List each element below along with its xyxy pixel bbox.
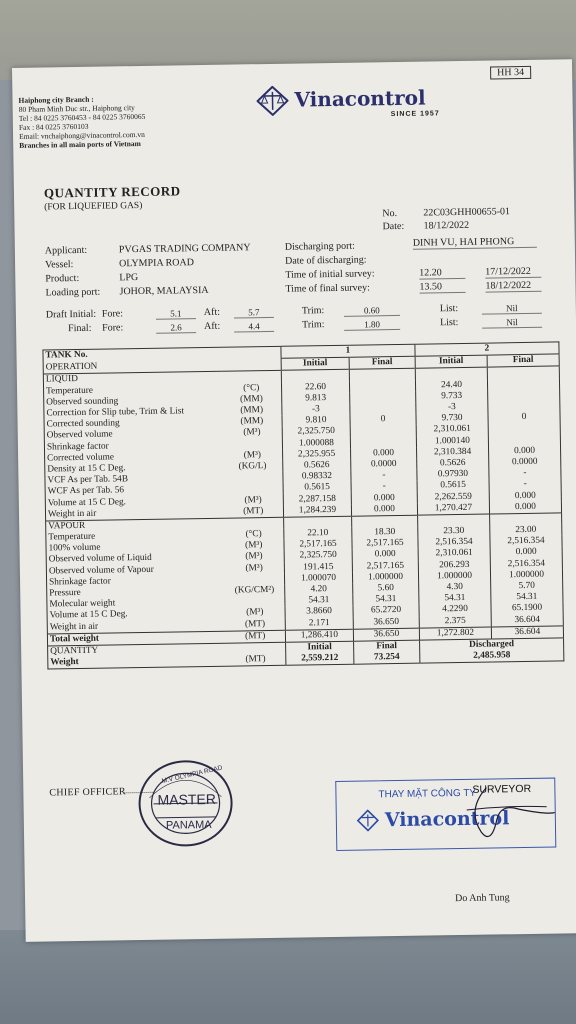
final-survey-label: Time of final survey: <box>285 282 370 295</box>
row-value: 9.810 <box>282 415 350 427</box>
row-label: Observed volume <box>46 429 113 441</box>
master-stamp-country: PANAMA <box>165 818 212 832</box>
row-label: Temperature <box>48 531 96 543</box>
row-value: 18.30 <box>352 527 418 539</box>
row-label: VCF As per Tab. 54B <box>47 474 129 486</box>
tank-1-initial-header: Initial <box>281 357 349 370</box>
row-unit: (MM) <box>240 405 264 416</box>
row-value: 0 <box>488 412 560 424</box>
row-value: 0.000 <box>351 447 417 459</box>
branch-tel: Tel : 84 0225 3760453 - 84 0225 3760065 <box>18 111 146 123</box>
row-value: 24.40 <box>415 379 487 391</box>
tank-2-initial-header: Initial <box>415 355 487 368</box>
row-value: 9.730 <box>416 413 488 425</box>
row-value: 1.000000 <box>418 570 490 582</box>
product-label: Product: <box>45 272 80 285</box>
row-label: Shrinkage factor <box>49 576 111 588</box>
row-value: 1,270.427 <box>417 502 489 515</box>
quantity-discharged-header: Discharged <box>420 638 564 652</box>
row-label: Volume at 15 C Deg. <box>47 496 126 509</box>
row-unit: (M³) <box>245 540 263 551</box>
row-value: 36.604 <box>491 626 563 639</box>
row-value: -3 <box>282 404 350 416</box>
row-unit: (KG/L) <box>238 461 267 472</box>
row-value: 3.8660 <box>285 606 353 618</box>
row-value: 2,325.750 <box>282 426 350 438</box>
row-unit: (MT) <box>243 505 264 517</box>
discharging-port-label: Discharging port: <box>284 240 356 253</box>
row-value: 0.98332 <box>283 471 351 483</box>
row-label: Molecular weight <box>49 598 116 610</box>
row-unit: (M³) <box>245 562 263 574</box>
row-value: 1,284.239 <box>283 504 351 517</box>
operation-label: OPERATION <box>45 361 98 373</box>
row-value: 4.2290 <box>419 604 491 616</box>
row-unit: (MM) <box>240 393 263 405</box>
chief-officer-label: CHIEF OFFICER <box>49 786 126 799</box>
loading-port-label: Loading port: <box>45 286 101 299</box>
draft-initial-list-label: List: <box>439 303 459 315</box>
row-value: 54.31 <box>419 593 491 605</box>
quantity-label: QUANTITY <box>50 645 99 657</box>
row-value: 2,517.165 <box>352 538 418 550</box>
row-value: 2,516.354 <box>418 537 490 549</box>
row-value: 2,516.354 <box>490 536 562 548</box>
row-value: 23.00 <box>490 524 562 536</box>
row-value: 2,325.955 <box>283 448 351 460</box>
row-unit <box>222 438 282 450</box>
draft-final-list: Nil <box>482 317 542 329</box>
form-code: HH 34 <box>490 66 531 80</box>
row-value: 0.000 <box>352 549 418 561</box>
row-value: 36.650 <box>353 628 419 641</box>
row-value: 0.5626 <box>283 460 351 472</box>
row-value: 0 <box>350 414 416 426</box>
surveyor-stamp-logo-icon <box>357 809 379 831</box>
date-of-discharging-label: Date of discharging: <box>284 254 367 267</box>
surveyor-stamp-role: SURVEYOR <box>472 782 532 796</box>
logo-name: Vinacontrol <box>294 85 426 112</box>
row-value: 2,517.165 <box>352 560 418 572</box>
row-label: Observed volume of Vapour <box>48 564 154 577</box>
row-value: 2,310.061 <box>418 548 490 560</box>
row-label: Density at 15 C Deg. <box>47 463 126 475</box>
draft-final-fore-label: Fore: <box>102 322 124 334</box>
row-value: 54.31 <box>353 594 419 606</box>
draft-final-aft: 4.4 <box>234 321 274 333</box>
row-value: 9.813 <box>282 392 350 404</box>
row-value: 23.30 <box>418 526 490 538</box>
surveyor-stamp-company-line: THAY MẶT CÔNG TY <box>378 787 477 801</box>
row-value: 5.60 <box>353 583 419 595</box>
draft-final-label: Final: <box>68 322 92 335</box>
row-value: 2,516.354 <box>490 558 562 570</box>
product-value: LPG <box>119 272 139 284</box>
row-value: 22.60 <box>281 381 349 393</box>
row-label: Observed volume of Liquid <box>48 553 152 565</box>
row-value: 0.000 <box>489 490 561 502</box>
row-value: 2,517.165 <box>284 539 352 551</box>
draft-initial-trim-label: Trim: <box>301 305 325 317</box>
row-value: 1.000000 <box>352 571 418 583</box>
branch-email: Email: vnchaiphong@vinacontrol.com.vn <box>19 129 145 141</box>
master-stamp-vessel: M.V OLYMPIA ROAD <box>161 764 224 786</box>
final-survey-time: 13.50 <box>419 281 465 294</box>
row-unit: (M³) <box>244 494 262 505</box>
row-unit: (MT) <box>245 630 266 642</box>
signer-name: Do Anh Tung <box>455 892 510 905</box>
vapour-label: VAPOUR <box>48 520 86 532</box>
liquid-label: LIQUID <box>45 374 78 385</box>
row-value: 0.000 <box>489 501 561 514</box>
applicant-label: Applicant: <box>44 244 88 257</box>
draft-initial-trim: 0.60 <box>344 305 400 317</box>
row-value: 0.5615 <box>283 482 351 494</box>
tank-1-header: 1 <box>281 344 415 358</box>
record-date-label: Date: <box>382 220 405 233</box>
weight-label: Weight <box>50 657 79 668</box>
row-label: Corrected sounding <box>46 418 120 430</box>
draft-final-list-label: List: <box>439 317 459 329</box>
record-no-value: 22C03GHH00655-01 <box>423 206 511 219</box>
discharging-port-value: DINH VU, HAI PHONG <box>413 236 537 250</box>
row-value: 54.31 <box>491 592 563 604</box>
row-label: Pressure <box>49 588 81 599</box>
draft-initial-aft-label: Aft: <box>203 306 221 319</box>
logo-since: SINCE 1957 <box>390 110 440 119</box>
row-unit <box>223 483 283 495</box>
row-value: 1,286.410 <box>285 629 353 642</box>
document-title: QUANTITY RECORD <box>43 183 181 201</box>
master-stamp-title: MASTER <box>157 790 216 808</box>
row-value: 2.375 <box>419 615 491 628</box>
row-label: 100% volume <box>48 542 101 554</box>
vinacontrol-logo-icon <box>256 86 288 116</box>
background-bottom <box>0 930 576 1024</box>
weight-discharged: 2,485.958 <box>420 649 564 663</box>
vessel-label: Vessel: <box>45 259 74 271</box>
weight-final: 73.254 <box>354 652 420 665</box>
row-value: 0.0000 <box>489 456 561 468</box>
initial-survey-date: 17/12/2022 <box>485 266 541 279</box>
quantity-final-header: Final <box>354 640 420 653</box>
row-value: 2,325.750 <box>284 550 352 562</box>
row-value: - <box>489 479 561 491</box>
row-value: 36.604 <box>491 614 563 627</box>
surveyor-stamp-name: Vinacontrol <box>384 807 510 832</box>
row-value: 36.650 <box>353 616 419 629</box>
tank-2-final-header: Final <box>487 354 559 367</box>
draft-final-fore: 2.6 <box>156 322 196 334</box>
row-value: 2,310.384 <box>417 446 489 458</box>
row-value: 1.000140 <box>416 435 488 447</box>
row-value: 0.000 <box>351 492 417 504</box>
row-value: 2,262.559 <box>417 491 489 503</box>
row-unit: (M³) <box>246 607 264 618</box>
record-date-value: 18/12/2022 <box>423 219 470 232</box>
row-label: Corrected volume <box>47 452 115 464</box>
row-value: 9.733 <box>416 390 488 402</box>
row-value: 5.70 <box>491 580 563 592</box>
row-value: -3 <box>416 402 488 414</box>
row-value: - <box>351 481 417 493</box>
row-value: 191.415 <box>284 561 352 573</box>
row-unit: (M³) <box>245 551 263 562</box>
row-value: 0.5626 <box>417 457 489 469</box>
document-subtitle: (FOR LIQUEFIED GAS) <box>44 200 143 213</box>
row-unit: (M³) <box>243 427 261 438</box>
row-unit: (M³) <box>243 449 262 461</box>
row-value: 2.171 <box>285 617 353 630</box>
row-label: Weight in air <box>47 508 97 520</box>
draft-initial-aft: 5.7 <box>234 307 274 319</box>
row-unit: (MT) <box>244 618 266 630</box>
quantity-initial-header: Initial <box>286 641 354 654</box>
row-value: 22.10 <box>284 528 352 540</box>
row-value: 65.1900 <box>491 603 563 615</box>
row-value: 2,287.158 <box>283 493 351 505</box>
row-value: 0.000 <box>351 503 417 516</box>
master-stamp <box>135 757 236 851</box>
record-no-label: No. <box>382 207 398 220</box>
row-unit <box>224 574 284 586</box>
final-survey-date: 18/12/2022 <box>485 280 541 293</box>
row-value: 4.30 <box>419 581 491 593</box>
row-label: Weight in air <box>49 621 99 633</box>
vessel-value: OLYMPIA ROAD <box>119 257 195 270</box>
row-value: 4.20 <box>285 584 353 596</box>
row-value: 2,310.061 <box>416 424 488 436</box>
row-unit <box>225 596 285 608</box>
quantity-record-document <box>12 59 576 942</box>
draft-final-aft-label: Aft: <box>203 320 221 333</box>
initial-survey-time: 12.20 <box>419 267 465 280</box>
row-unit <box>223 472 283 484</box>
row-value: 65.2720 <box>353 605 419 617</box>
row-value: 0.5615 <box>417 480 489 492</box>
row-value: - <box>489 467 561 479</box>
loading-port-value: JOHOR, MALAYSIA <box>119 284 209 298</box>
row-value: 54.31 <box>285 595 353 607</box>
draft-final-trim: 1.80 <box>344 319 400 331</box>
draft-initial-label: Draft Initial: <box>45 308 97 321</box>
branch-name: Haiphong city Branch : <box>18 94 94 105</box>
row-label: Correction for Slip tube, Trim & List <box>46 406 185 419</box>
draft-initial-list: Nil <box>482 303 542 315</box>
tank-1-final-header: Final <box>349 356 415 369</box>
draft-initial-fore: 5.1 <box>156 308 196 320</box>
row-label: Volume at 15 C Deg. <box>49 609 128 621</box>
row-value: 0.0000 <box>351 459 417 471</box>
applicant-value: PVGAS TRADING COMPANY <box>118 242 251 256</box>
row-label: Shrinkage factor <box>46 441 109 453</box>
draft-initial-fore-label: Fore: <box>101 308 124 320</box>
row-label: Temperature <box>46 385 93 397</box>
row-value: - <box>351 470 417 482</box>
branch-address: 80 Pham Minh Duc str., Haiphong city <box>18 103 135 114</box>
branch-fax: Fax : 84 0225 3760103 <box>18 121 89 132</box>
row-value: 0.97930 <box>417 469 489 481</box>
initial-survey-label: Time of initial survey: <box>285 268 375 281</box>
row-label: WCF As per Tab. 56 <box>47 485 125 497</box>
quantity-table <box>42 341 564 669</box>
tank-2-header: 2 <box>415 342 559 356</box>
row-value: 0.000 <box>490 547 562 559</box>
row-unit: (MM) <box>240 416 264 427</box>
weight-unit: (MT) <box>245 654 266 665</box>
branch-ports: Branches in all main ports of Vietnam <box>19 138 141 150</box>
row-value: 1.000088 <box>282 437 350 449</box>
row-unit: (°C) <box>245 529 262 540</box>
row-value: 0.000 <box>489 445 561 457</box>
row-label: Observed sounding <box>46 396 119 408</box>
surveyor-stamp <box>335 778 556 851</box>
weight-initial: 2,559.212 <box>286 653 354 666</box>
row-value: 206.293 <box>418 559 490 571</box>
row-value: 1.000000 <box>490 569 562 581</box>
tank-no-label: TANK No. <box>45 350 88 361</box>
row-unit: (°C) <box>243 382 260 394</box>
row-unit: (KG/CM²) <box>234 584 275 596</box>
row-value: 1,272.802 <box>419 627 491 640</box>
surveyor-signature <box>396 779 557 850</box>
draft-final-trim-label: Trim: <box>301 319 325 331</box>
row-value: 1.000070 <box>284 572 352 584</box>
row-label: Total weight <box>49 633 100 645</box>
